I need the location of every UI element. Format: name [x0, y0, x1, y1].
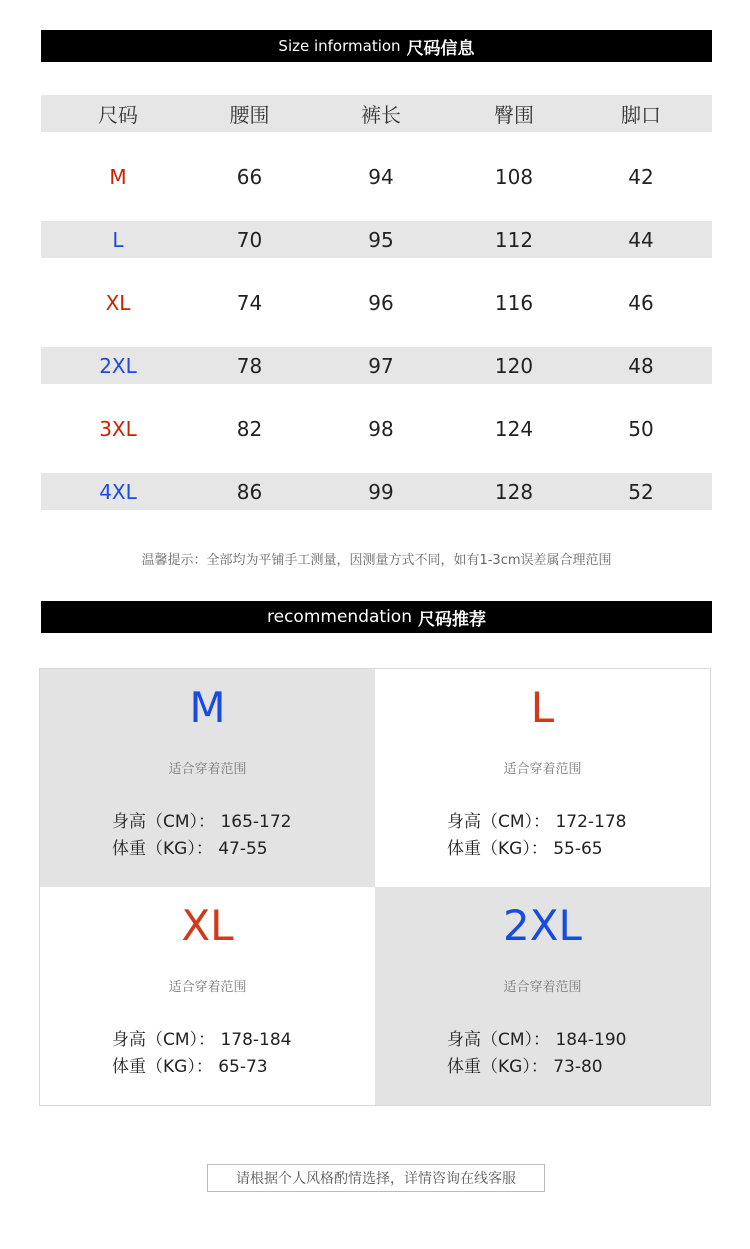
- recommendation-title-cn: 尺码推荐: [417, 609, 486, 630]
- row-waist: 70: [236, 227, 263, 252]
- card-height-range: 身高（CM）： 178-184: [112, 1030, 292, 1050]
- size-info-title-en: Size information: [278, 37, 401, 55]
- header-hem: 脚口: [621, 103, 661, 127]
- row-hem: 50: [628, 416, 654, 441]
- card-weight-range: 体重（KG）： 47-55: [112, 839, 268, 859]
- row-length: 96: [368, 290, 394, 315]
- row-size: XL: [105, 290, 131, 315]
- recommendation-title-en: recommendation: [267, 607, 412, 627]
- card-height-range: 身高（CM）： 165-172: [112, 812, 292, 832]
- row-waist: 74: [236, 290, 263, 315]
- header-size: 尺码: [98, 103, 138, 127]
- card-subtitle: 适合穿着范围: [503, 980, 582, 995]
- card-height-range: 身高（CM）： 184-190: [447, 1030, 627, 1050]
- row-hem: 42: [628, 164, 654, 189]
- table-row: [41, 410, 712, 447]
- recommend-card-2xl: [375, 887, 710, 1105]
- size-table-header: [41, 95, 712, 132]
- row-size: L: [112, 227, 124, 252]
- row-waist: 82: [236, 416, 263, 441]
- consult-service-text: 请根据个人风格酌情选择，详情咨询在线客服: [236, 1171, 516, 1187]
- table-row: [41, 221, 712, 258]
- card-subtitle: 适合穿着范围: [168, 762, 247, 777]
- card-size-label: L: [530, 683, 555, 732]
- row-waist: 66: [236, 164, 263, 189]
- measurement-note: 温馨提示：全部均为平铺手工测量，因测量方式不同，如有1-3cm误差属合理范围: [141, 553, 612, 568]
- row-size: 2XL: [99, 353, 137, 378]
- table-row: [41, 347, 712, 384]
- recommend-card-xl: [40, 887, 375, 1105]
- header-waist: 腰围: [229, 103, 270, 127]
- card-size-label: M: [189, 683, 226, 732]
- consult-service-note: [207, 1164, 545, 1192]
- recommend-card-m: [40, 669, 375, 887]
- header-length: 裤长: [361, 103, 401, 127]
- card-weight-range: 体重（KG）： 65-73: [112, 1057, 268, 1077]
- table-row: [41, 473, 712, 510]
- card-height-range: 身高（CM）： 172-178: [447, 812, 627, 832]
- row-waist: 78: [236, 353, 263, 378]
- size-info-title-bar: [41, 30, 712, 62]
- row-hem: 52: [628, 479, 654, 504]
- size-table: [41, 95, 712, 510]
- row-length: 98: [368, 416, 394, 441]
- card-size-label: XL: [181, 901, 234, 950]
- table-row: [41, 158, 712, 195]
- card-subtitle: 适合穿着范围: [503, 762, 582, 777]
- card-size-label: 2XL: [503, 901, 582, 950]
- header-hip: 臀围: [494, 103, 534, 127]
- row-hip: 124: [494, 416, 534, 441]
- row-hem: 48: [628, 353, 654, 378]
- row-hem: 44: [628, 227, 654, 252]
- row-length: 97: [368, 353, 394, 378]
- row-size: 3XL: [99, 416, 137, 441]
- row-hip: 116: [494, 290, 534, 315]
- recommendation-grid: [39, 668, 711, 1106]
- recommendation-title-bar: [41, 601, 712, 633]
- row-size: M: [109, 164, 127, 189]
- card-subtitle: 适合穿着范围: [168, 980, 247, 995]
- size-info-title-cn: 尺码信息: [406, 38, 475, 59]
- row-length: 95: [368, 227, 394, 252]
- row-hip: 112: [494, 227, 534, 252]
- row-hip: 120: [494, 353, 534, 378]
- row-length: 94: [368, 164, 394, 189]
- row-hem: 46: [628, 290, 654, 315]
- row-length: 99: [368, 479, 394, 504]
- card-weight-range: 体重（KG）： 73-80: [447, 1057, 603, 1077]
- row-size: 4XL: [99, 479, 137, 504]
- table-row: [41, 284, 712, 321]
- recommend-card-l: [375, 669, 710, 887]
- row-hip: 128: [494, 479, 534, 504]
- card-weight-range: 体重（KG）： 55-65: [447, 839, 603, 859]
- row-hip: 108: [494, 164, 534, 189]
- row-waist: 86: [236, 479, 263, 504]
